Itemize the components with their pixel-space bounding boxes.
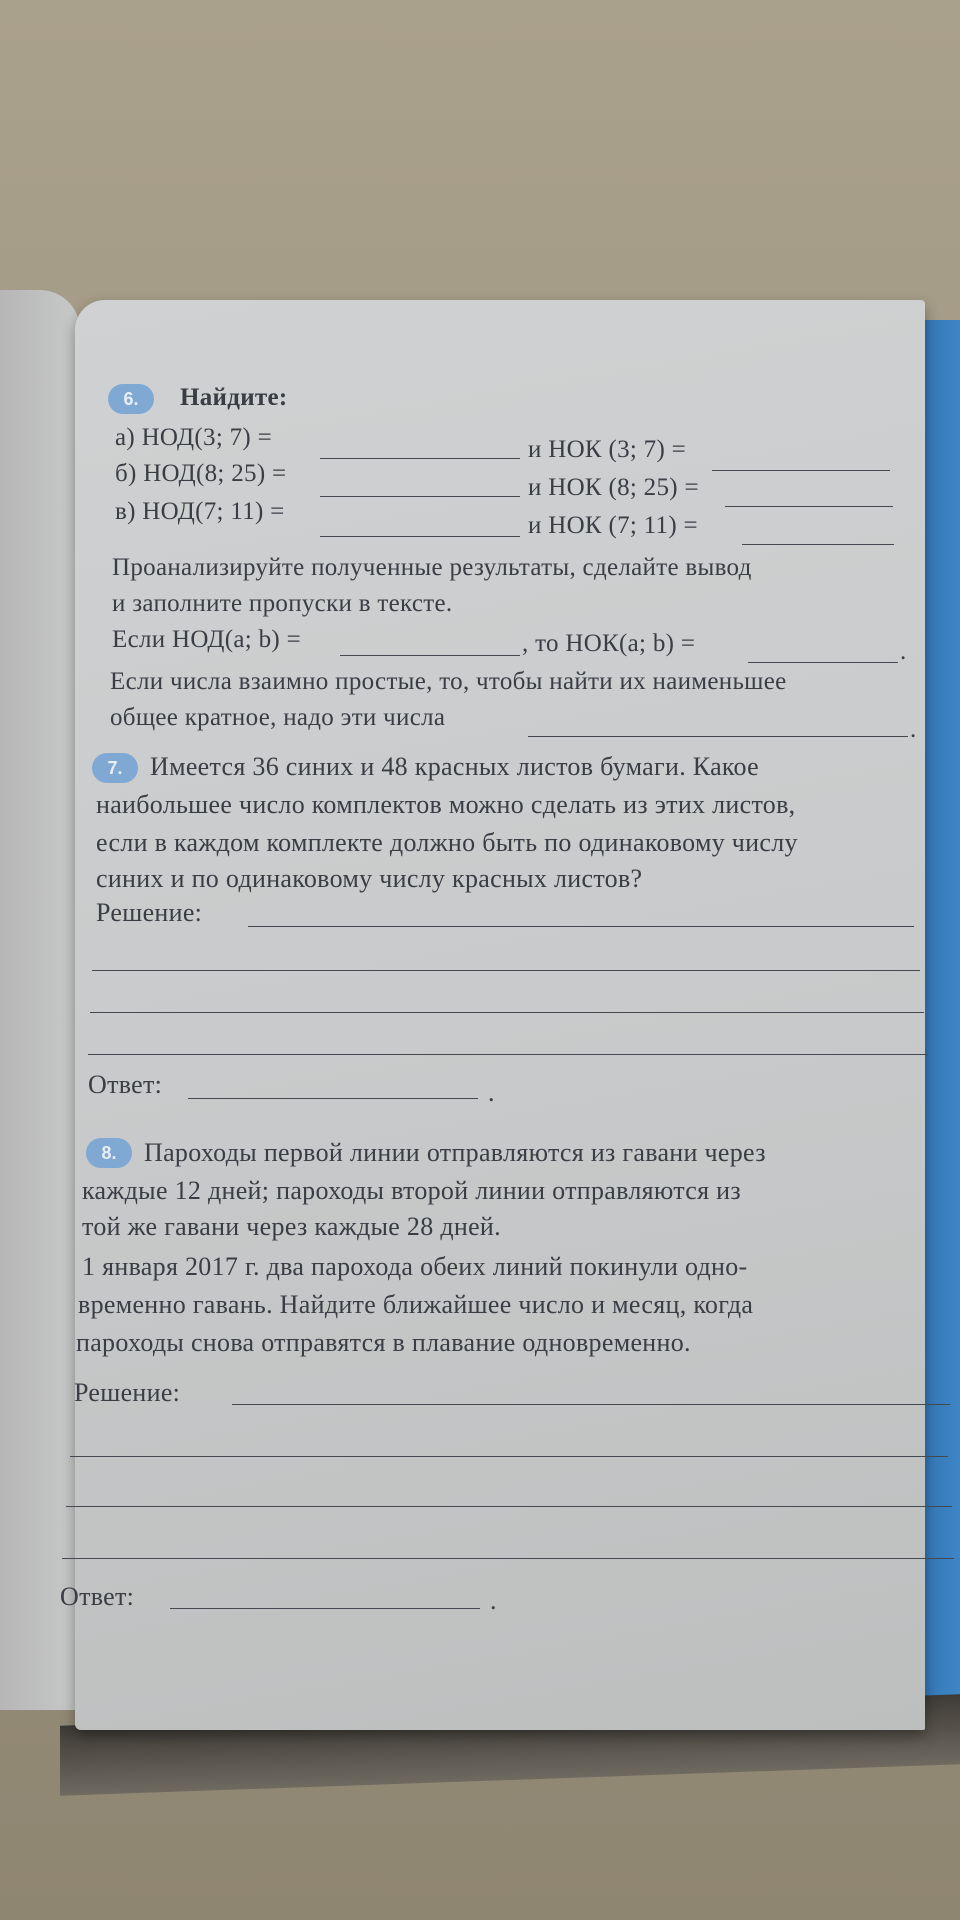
task-text: синих и по одинаковому числу красных листов?	[96, 864, 643, 893]
task-text: 1 января 2017 г. два парохода обеих линий покинули одно-	[82, 1252, 748, 1281]
answer-blank[interactable]	[340, 655, 520, 656]
answer-blank[interactable]	[320, 496, 520, 497]
coprime-text: общее кратное, надо эти числа	[110, 704, 446, 731]
task-text: временно гавань. Найдите ближайшее число и месяц, когда	[78, 1290, 754, 1319]
period: .	[490, 1586, 497, 1615]
lcm-rule-text: , то НОК(a; b) =	[522, 630, 696, 657]
solution-line[interactable]	[90, 1012, 924, 1013]
solution-line[interactable]	[70, 1456, 948, 1457]
answer-blank[interactable]	[725, 506, 893, 507]
answer-blank[interactable]	[188, 1098, 478, 1099]
period: .	[488, 1078, 495, 1107]
gcd-row-a: а) НОД(3; 7) =	[115, 424, 272, 451]
answer-blank[interactable]	[320, 536, 520, 537]
task-text: той же гавани через каждые 28 дней.	[82, 1212, 501, 1241]
task-text: наибольшее число комплектов можно сделать из этих листов,	[96, 790, 796, 819]
gcd-rule-text: Если НОД(a; b) =	[112, 626, 301, 653]
answer-blank[interactable]	[712, 470, 890, 471]
lcm-row-a: и НОК (3; 7) =	[528, 436, 687, 463]
task-text: пароходы снова отправятся в плавание одновременно.	[76, 1328, 691, 1357]
answer-label: Ответ:	[60, 1582, 135, 1611]
task-text: каждые 12 дней; пароходы второй линии отправляются из	[82, 1176, 741, 1205]
lcm-row-b: и НОК (8; 25) =	[528, 474, 699, 501]
solution-label: Решение:	[74, 1378, 181, 1407]
period: .	[910, 716, 917, 743]
solution-line[interactable]	[62, 1558, 954, 1559]
answer-blank[interactable]	[320, 458, 520, 459]
solution-line[interactable]	[232, 1404, 950, 1405]
solution-line[interactable]	[66, 1506, 952, 1507]
task-text: если в каждом комплекте должно быть по одинаковому числу	[96, 828, 798, 857]
analyze-text: и заполните пропуски в тексте.	[112, 590, 453, 617]
solution-label: Решение:	[96, 898, 203, 927]
answer-blank[interactable]	[748, 662, 898, 663]
solution-line[interactable]	[248, 926, 914, 927]
task-text: Имеется 36 синих и 48 красных листов бумаги. Какое	[150, 752, 760, 781]
period: .	[900, 638, 907, 665]
lcm-row-c: и НОК (7; 11) =	[528, 512, 698, 539]
solution-line[interactable]	[88, 1054, 928, 1055]
answer-label: Ответ:	[88, 1070, 163, 1099]
task-title: Найдите:	[180, 384, 288, 411]
task-number-badge: 7.	[92, 753, 138, 783]
answer-blank[interactable]	[170, 1608, 480, 1609]
answer-blank[interactable]	[742, 544, 894, 545]
gcd-row-c: в) НОД(7; 11) =	[115, 498, 285, 525]
task-text: Пароходы первой линии отправляются из гавани через	[144, 1138, 766, 1167]
solution-line[interactable]	[92, 970, 920, 971]
answer-blank[interactable]	[528, 736, 908, 737]
analyze-text: Проанализируйте полученные результаты, сделайте вывод	[112, 554, 752, 581]
task-number-badge: 6.	[108, 384, 154, 414]
coprime-text: Если числа взаимно простые, то, чтобы найти их наименьшее	[110, 668, 787, 695]
task-number-badge: 8.	[86, 1138, 132, 1168]
gcd-row-b: б) НОД(8; 25) =	[115, 460, 287, 487]
